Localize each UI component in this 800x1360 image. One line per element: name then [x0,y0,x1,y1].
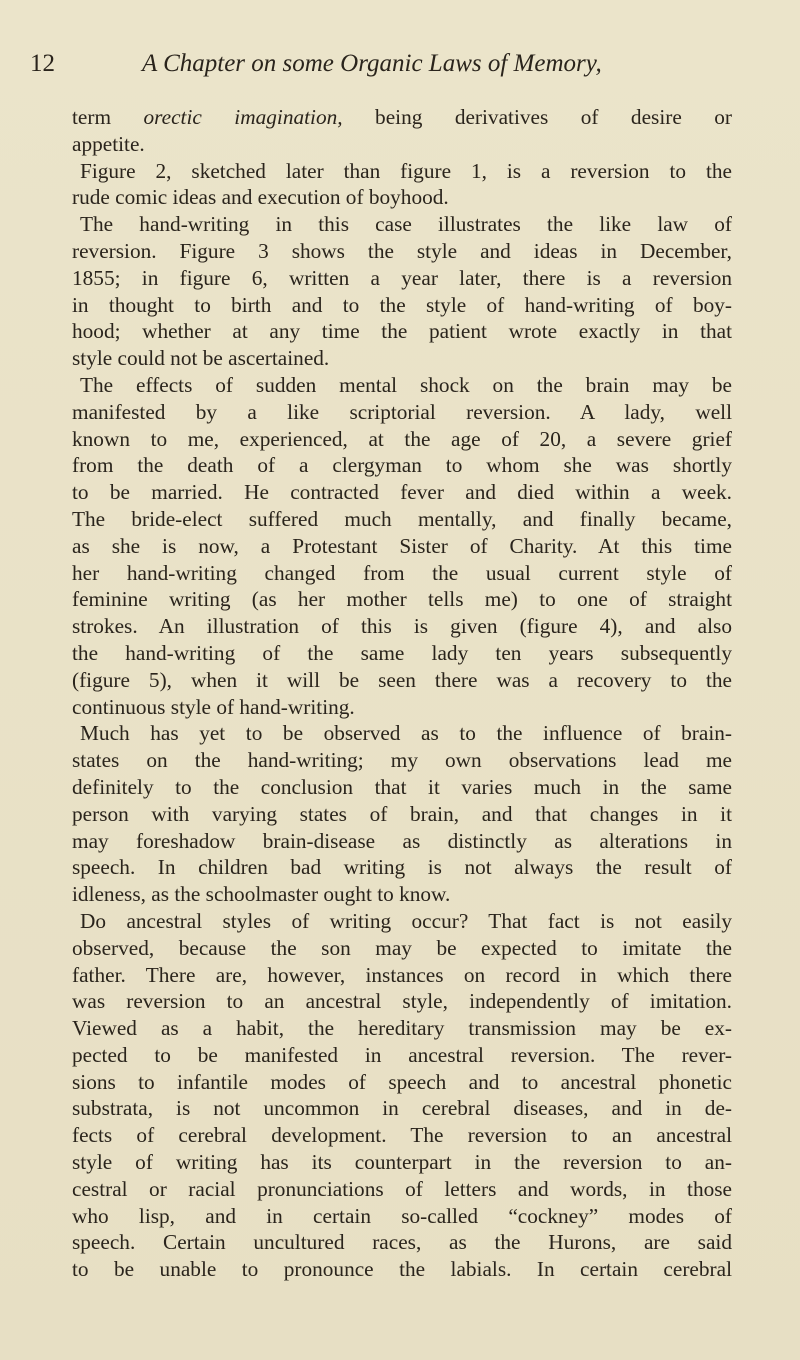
text-line [72,238,732,265]
text-run: manifested by a like scriptorial reversion. A lady, well [72,399,732,424]
text-line [72,720,732,747]
text-run: idleness, as the schoolmaster ought to know. [72,882,451,907]
text-line [72,1229,732,1256]
text-run: known to me, experienced, at the age of 20, a severe grief [72,426,732,451]
body-text [72,104,732,1283]
text-run: states on the hand-writing; my own observations lead me [72,748,732,773]
text-line [72,988,732,1015]
text-line [72,586,732,613]
text-line [72,1042,732,1069]
text-line [72,613,732,640]
text-line [72,318,732,345]
text-run: was reversion to an ancestral style, independently of imitation. [72,989,732,1014]
text-line [72,399,732,426]
text-line [72,640,732,667]
text-line [72,1122,732,1149]
text-line [72,747,732,774]
text-line [72,265,732,292]
text-run: person with varying states of brain, and that changes in it [72,801,732,826]
text-line [72,184,732,211]
text-run: cestral or racial pronunciations of letters and words, in those [72,1176,732,1201]
text-line [72,854,732,881]
text-run: continuous style of hand-writing. [72,694,355,719]
text-line [72,801,732,828]
text-line [72,292,732,319]
text-run: fects of cerebral development. The reversion to an ancestral [72,1123,732,1148]
text-run: to be married. He contracted fever and died within a week. [72,480,732,505]
text-run: pected to be manifested in ancestral reversion. The rever- [72,1042,732,1067]
text-run: speech. Certain uncultured races, as the Hurons, are said [72,1230,732,1255]
running-title: A Chapter on some Organic Laws of Memory, [142,50,602,77]
text-run: definitely to the conclusion that it varies much in the same [72,774,732,799]
italic-term: orectic imagination, [143,105,343,129]
text-line [72,560,732,587]
text-run: being derivatives of desire or [342,105,732,129]
text-run: feminine writing (as her mother tells me) to one of straight [72,587,732,612]
text-line [72,506,732,533]
text-run: Viewed as a habit, the hereditary transmission may be ex- [72,1016,732,1041]
text-run: Figure 2, sketched later than figure 1, is a reversion to the [80,158,732,183]
text-line [72,1203,732,1230]
text-run: The hand-writing in this case illustrates the like law of [80,212,732,237]
text-run: hood; whether at any time the patient wrote exactly in that [72,319,732,344]
text-run: style of writing has its counterpart in the reversion to an- [72,1150,732,1175]
text-line [72,935,732,962]
text-run: as she is now, a Protestant Sister of Charity. At this time [72,533,732,558]
text-line [72,962,732,989]
text-run: 1855; in figure 6, written a year later, there is a reversion [72,265,732,290]
text-line [72,479,732,506]
text-run: style could not be ascertained. [72,346,330,371]
text-line [72,1069,732,1096]
text-run: appetite. [72,131,145,156]
text-run: The bride-elect suffered much mentally, and finally became, [72,506,732,531]
text-line [72,1095,732,1122]
text-line [72,881,732,908]
text-run: Much has yet to be observed as to the influence of brain- [80,721,732,746]
text-run: (figure 5), when it will be seen there was a recovery to the [72,667,732,692]
text-run: may foreshadow brain-disease as distinctly as alterations in [72,828,732,853]
text-run: to be unable to pronounce the labials. In certain cerebral [72,1257,732,1282]
text-line [72,158,732,185]
text-line [72,694,732,721]
page-number: 12 [30,50,55,77]
text-line [72,908,732,935]
text-line [72,774,732,801]
text-line [72,452,732,479]
text-line [72,372,732,399]
text-line [72,1256,732,1283]
text-run: term [72,105,144,129]
text-run: in thought to birth and to the style of hand-writing of boy- [72,292,732,317]
text-line [72,667,732,694]
text-run: father. There are, however, instances on record in which there [72,962,732,987]
text-line [72,131,732,158]
text-run: from the death of a clergyman to whom she was shortly [72,453,732,478]
text-line [72,426,732,453]
text-line [72,1015,732,1042]
text-line [72,828,732,855]
text-run: substrata, is not uncommon in cerebral diseases, and in de- [72,1096,732,1121]
running-head [30,44,770,84]
text-run: her hand-writing changed from the usual current style of [72,560,732,585]
text-run: who lisp, and in certain so-called “cockney” modes of [72,1203,732,1228]
text-line [72,1176,732,1203]
text-line [72,211,732,238]
text-run: Do ancestral styles of writing occur? That fact is not easily [80,908,732,933]
text-run: reversion. Figure 3 shows the style and ideas in December, [72,238,732,263]
text-run: strokes. An illustration of this is given (figure 4), and also [72,614,732,639]
text-run: speech. In children bad writing is not always the result of [72,855,732,880]
text-run: observed, because the son may be expected to imitate the [72,935,732,960]
text-line [72,345,732,372]
text-line [72,533,732,560]
text-run: rude comic ideas and execution of boyhood. [72,185,449,210]
text-run: sions to infantile modes of speech and to ancestral phonetic [72,1069,732,1094]
text-line [72,104,732,131]
text-line [72,1149,732,1176]
text-run: the hand-writing of the same lady ten years subsequently [72,640,732,665]
text-run: The effects of sudden mental shock on the brain may be [80,372,732,397]
